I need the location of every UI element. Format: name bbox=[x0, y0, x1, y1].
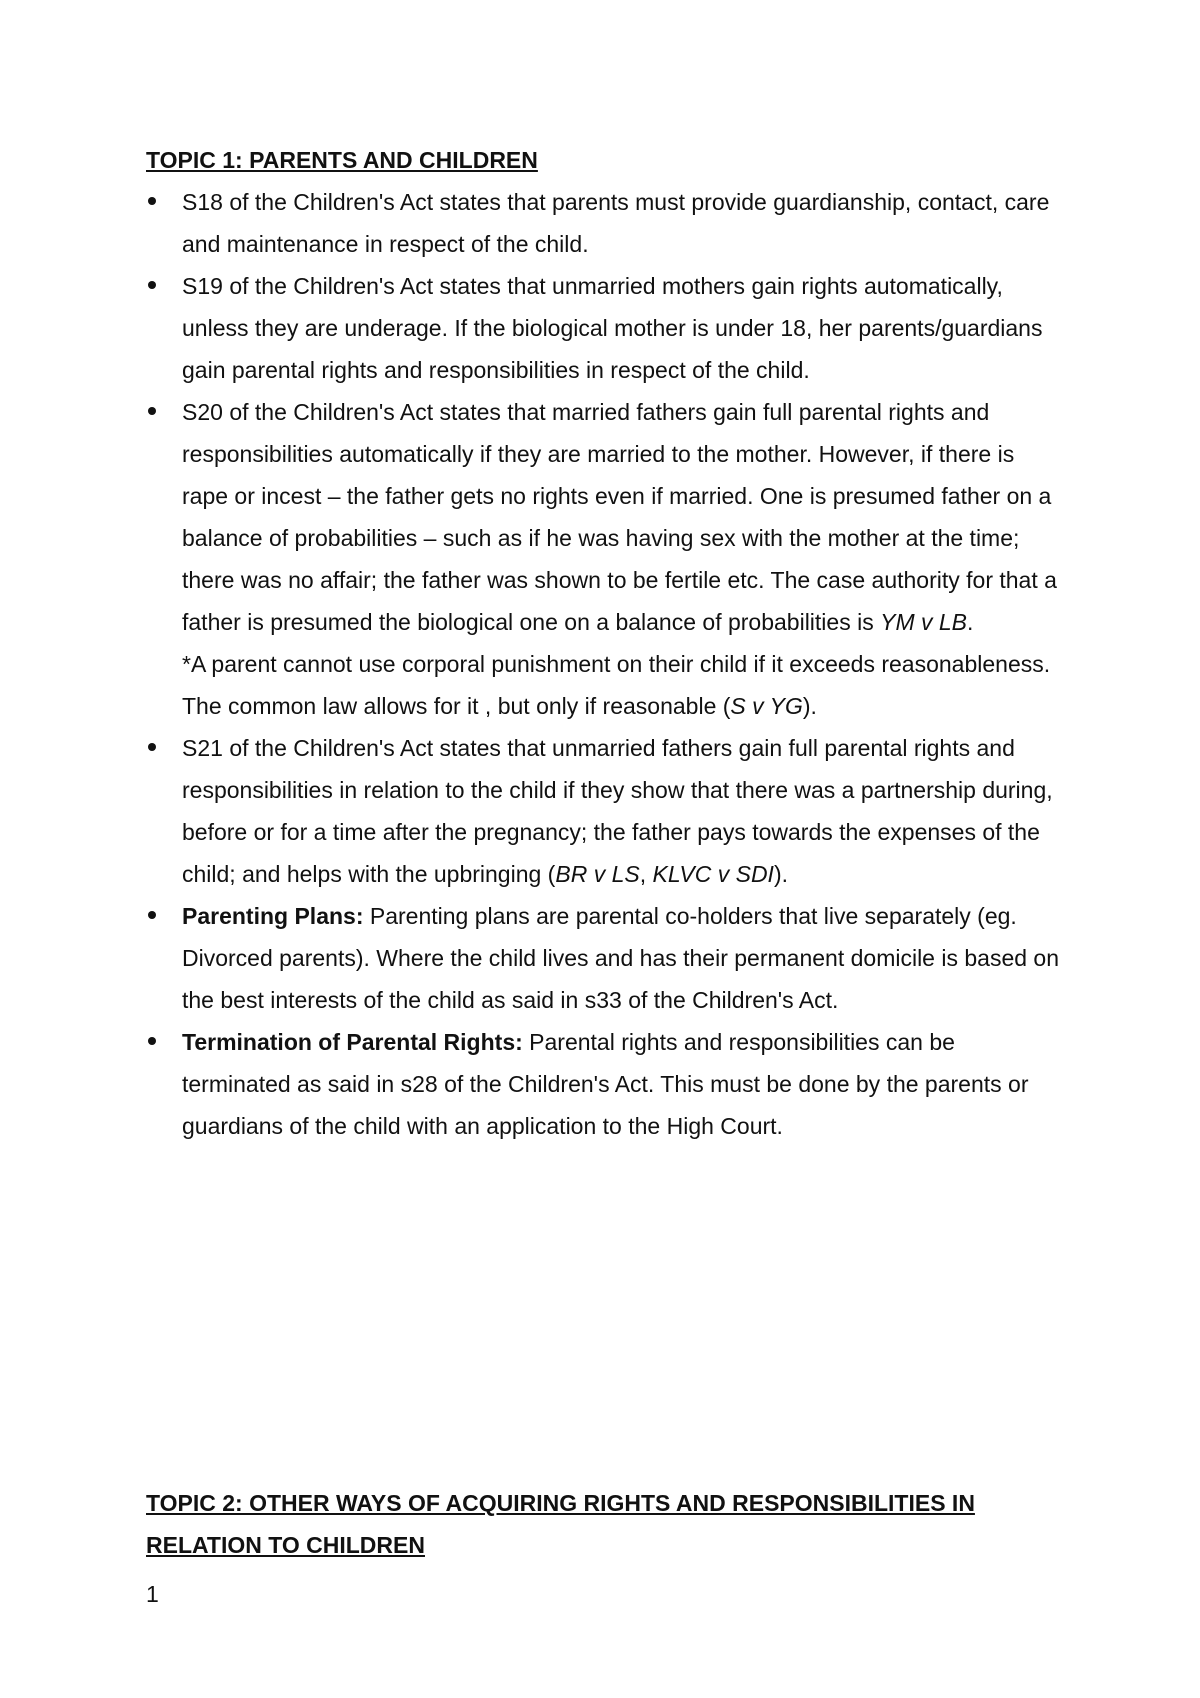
bullet-icon bbox=[148, 197, 156, 205]
topic-2-heading-line-1: TOPIC 2: OTHER WAYS OF ACQUIRING RIGHTS AND RESPONSIBILITIES IN bbox=[146, 1490, 975, 1516]
topic-2-heading-line-2: RELATION TO CHILDREN bbox=[146, 1532, 425, 1558]
list-item bbox=[146, 895, 1066, 1021]
topic-2-heading bbox=[146, 1482, 1046, 1566]
bullet-text: S19 of the Children's Act states that unmarried mothers gain rights automatically, unless they are underage. If the biological mother is under 18, her parents/guardians gain parental rights and responsibilities in respect of the child. bbox=[182, 273, 1043, 383]
topic-1-heading: TOPIC 1: PARENTS AND CHILDREN bbox=[146, 147, 538, 173]
bullet-text: Parental rights and responsibilities can be terminated as said in s28 of the Children's Act. This must be done by the parents or guardians of the child with an application to the High Court. bbox=[182, 1029, 1029, 1139]
bullet-icon bbox=[148, 743, 156, 751]
case-citation: S v YG bbox=[730, 693, 803, 719]
bullet-text: S18 of the Children's Act states that parents must provide guardianship, contact, care and maintenance in respect of the child. bbox=[182, 189, 1050, 257]
note-text: *A parent cannot use corporal punishment on their child if it exceeds reasonableness. The common law allows for it , but only if reasonable ( bbox=[182, 651, 1051, 719]
bullet-text: . bbox=[967, 609, 974, 635]
list-item bbox=[146, 265, 1066, 391]
bullet-text: S20 of the Children's Act states that married fathers gain full parental rights and responsibilities automatically if they are married to the mother. However, if there is rape or incest – the father gets no rights even if married. One is presumed father on a balance of probabilities – such as if he was having sex with the mother at the time; there was no affair; the father was shown to be fertile etc. The case authority for that a father is presumed the biological one on a balance of probabilities is bbox=[182, 399, 1057, 635]
topic-1-bullet-list bbox=[146, 181, 1066, 1147]
bullet-text: ). bbox=[773, 861, 789, 887]
note-text: ). bbox=[802, 693, 817, 719]
case-citation: KLVC v SDI bbox=[652, 861, 774, 887]
list-item bbox=[146, 181, 1066, 265]
bullet-text: S21 of the Children's Act states that unmarried fathers gain full parental rights and responsibilities in relation to the child if they show that there was a partnership during, before or for a time after the pregnancy; the father pays towards the expenses of the child; and helps with the upbringing ( bbox=[182, 735, 1053, 887]
bullet-label: Parenting Plans: bbox=[182, 903, 364, 929]
bullet-icon bbox=[148, 281, 156, 289]
case-citation: BR v LS bbox=[555, 861, 640, 887]
bullet-text: Parenting plans are parental co-holders that live separately (eg. Divorced parents). Where the child lives and has their permanent domicile is based on the best interests of the child as said in s33 of the Children's Act. bbox=[182, 903, 1059, 1013]
list-item bbox=[146, 1021, 1066, 1147]
bullet-label: Termination of Parental Rights: bbox=[182, 1029, 523, 1055]
case-citation: YM v LB bbox=[880, 609, 968, 635]
bullet-icon bbox=[148, 911, 156, 919]
bullet-icon bbox=[148, 1037, 156, 1045]
bullet-text: , bbox=[639, 861, 653, 887]
list-item bbox=[146, 391, 1066, 727]
bullet-icon bbox=[148, 407, 156, 415]
list-item bbox=[146, 727, 1066, 895]
page-number: 1 bbox=[146, 1581, 159, 1607]
